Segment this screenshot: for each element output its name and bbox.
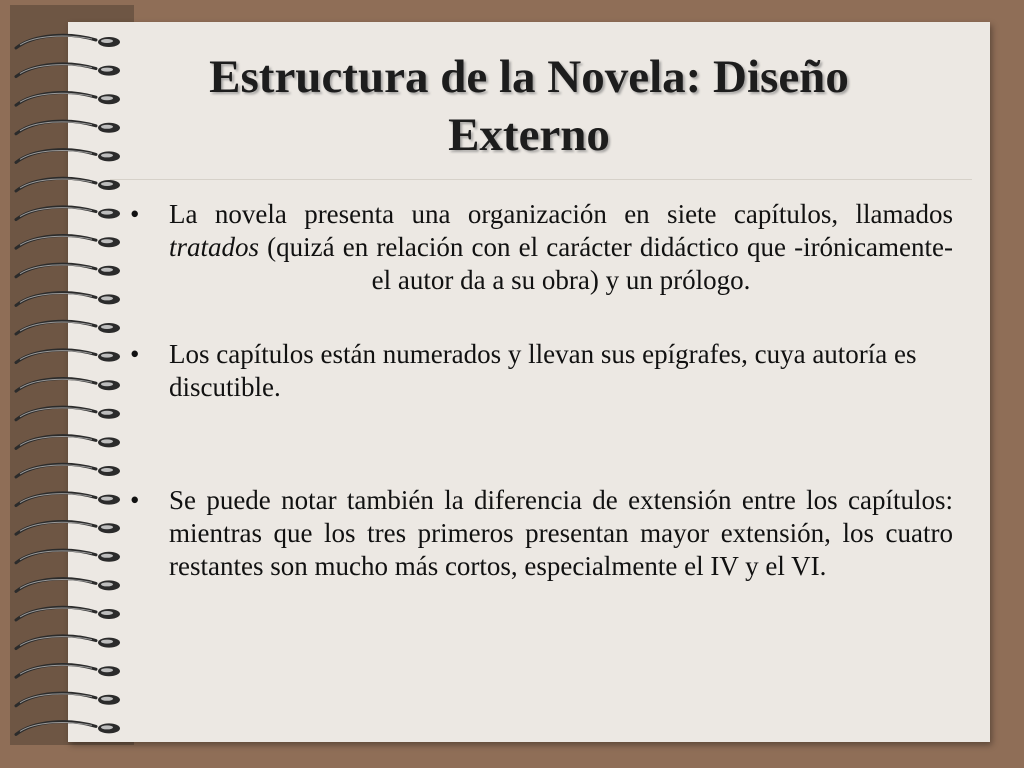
bullet-text-emphasis: tratados	[169, 232, 260, 262]
spiral-ring	[16, 636, 120, 649]
spiral-ring	[16, 407, 120, 420]
bullet-item	[130, 338, 953, 404]
bullet-text-pre: La novela presenta una organización en siete capítulos, llamados	[169, 199, 953, 229]
bullet-text: Los capítulos están numerados y llevan sus epígrafes, cuya autoría es discutible.	[169, 339, 917, 402]
bullet-marker: •	[130, 339, 140, 369]
spiral-ring	[16, 493, 120, 506]
bullet-text: Se puede notar también la diferencia de extensión entre los capítulos: mientras que los tres primeros presentan mayor extensión, los cuatro restantes son mucho más cortos, especialmente el IV y el VI.	[169, 485, 953, 581]
spiral-ring	[16, 178, 120, 191]
spiral-ring	[16, 350, 120, 363]
spiral-ring	[16, 35, 120, 48]
spiral-ring	[16, 321, 120, 334]
bullet-marker: •	[130, 485, 140, 515]
spiral-ring	[16, 693, 120, 706]
title-divider	[110, 179, 972, 180]
bullet-item	[130, 484, 953, 583]
spiral-ring	[16, 264, 120, 277]
spiral-ring	[16, 607, 120, 620]
spiral-ring	[16, 207, 120, 220]
spiral-ring	[16, 436, 120, 449]
bullet-list	[130, 198, 953, 583]
spiral-ring	[16, 293, 120, 306]
spiral-ring	[16, 379, 120, 392]
spiral-ring	[16, 236, 120, 249]
bullet-marker: •	[130, 199, 140, 229]
bullet-text-post: (quizá en relación con el carácter didáctico que -irónicamente- el autor da a su obra) y un prólogo.	[259, 232, 953, 295]
spiral-ring	[16, 550, 120, 563]
bullet-item	[130, 198, 953, 297]
bullet-text	[169, 198, 953, 297]
slide-title	[68, 48, 990, 164]
spiral-ring	[16, 522, 120, 535]
spiral-ring	[16, 665, 120, 678]
slide-title-line2: Externo	[448, 109, 610, 161]
spiral-ring	[16, 464, 120, 477]
spiral-ring	[16, 579, 120, 592]
spiral-ring	[16, 722, 120, 735]
slide-title-line1: Estructura de la Novela: Diseño	[209, 51, 849, 103]
